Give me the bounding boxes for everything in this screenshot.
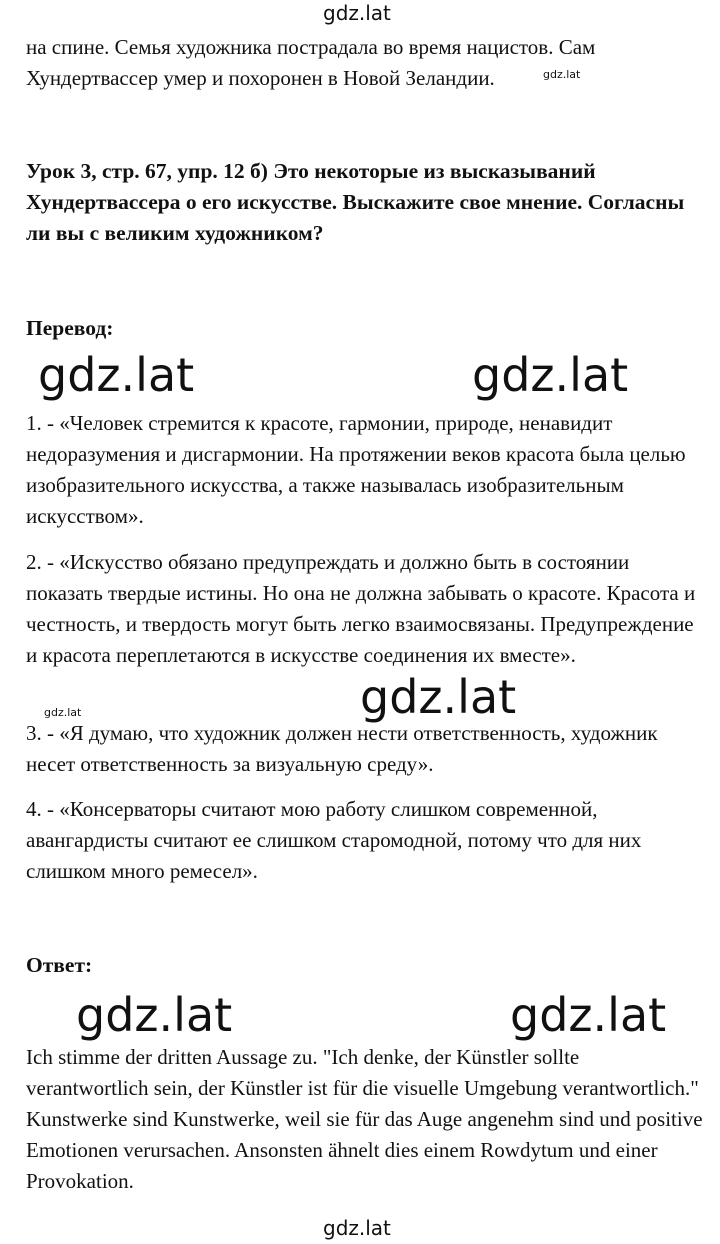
- translation-item-4: 4. - «Консерваторы считают мою работу слишком современной, авангардисты считают ее слишком старомодной, потому что для них слишком много ремесел».: [26, 797, 642, 883]
- translation-item-2: 2. - «Искусство обязано предупреждать и должно быть в состоянии показать твердые истины. Но она не должна забывать о красоте. Красота и честность, и твердость могут быть легко взаимосвязаны. Предупреждение и красота переплетаются в искусстве соединения их вместе».: [26, 550, 696, 667]
- watermark-inline-small-2: gdz.lat: [44, 706, 82, 719]
- watermark-inline-small: gdz.lat: [543, 68, 581, 81]
- watermark-big-left-1: gdz.lat: [38, 348, 195, 402]
- watermark-big-center: gdz.lat: [360, 670, 517, 724]
- answer-text: Ich stimme der dritten Aussage zu. "Ich denke, der Künstler sollte verantwortlich sein, der Künstler ist für die visuelle Umgebung verantwortlich." Kunstwerke sind Kunstwerke, weil sie für das Auge angenehm sind und positive Emotionen verursachen. Ansonsten ähnelt dies einem Rowdytum und einer Provokation.: [26, 1045, 703, 1193]
- watermark-big-right-2: gdz.lat: [510, 988, 667, 1042]
- watermark-big-left-2: gdz.lat: [76, 988, 233, 1042]
- task-heading: Урок 3, стр. 67, упр. 12 б) Это некоторые из высказываний Хундертвассера о его искусстве. Выскажите свое мнение. Согласны ли вы с великим художником?: [26, 159, 685, 245]
- watermark-bottom: gdz.lat: [323, 1216, 391, 1240]
- watermark-top: gdz.lat: [323, 1, 391, 25]
- intro-text: на спине. Семья художника пострадала во время нацистов. Сам Хундертвассер умер и похоронен в Новой Зеландии.: [26, 35, 596, 90]
- translation-label: Перевод:: [26, 316, 114, 340]
- translation-item-3: 3. - «Я думаю, что художник должен нести ответственность, художник несет ответственность за визуальную среду».: [26, 721, 658, 776]
- translation-item-1: 1. - «Человек стремится к красоте, гармонии, природе, ненавидит недоразумения и дисгармонии. На протяжении веков красота была целью изобразительного искусства, а также называлась изобразительным искусством».: [26, 411, 686, 528]
- watermark-big-right-1: gdz.lat: [472, 348, 629, 402]
- answer-label: Ответ:: [26, 953, 93, 977]
